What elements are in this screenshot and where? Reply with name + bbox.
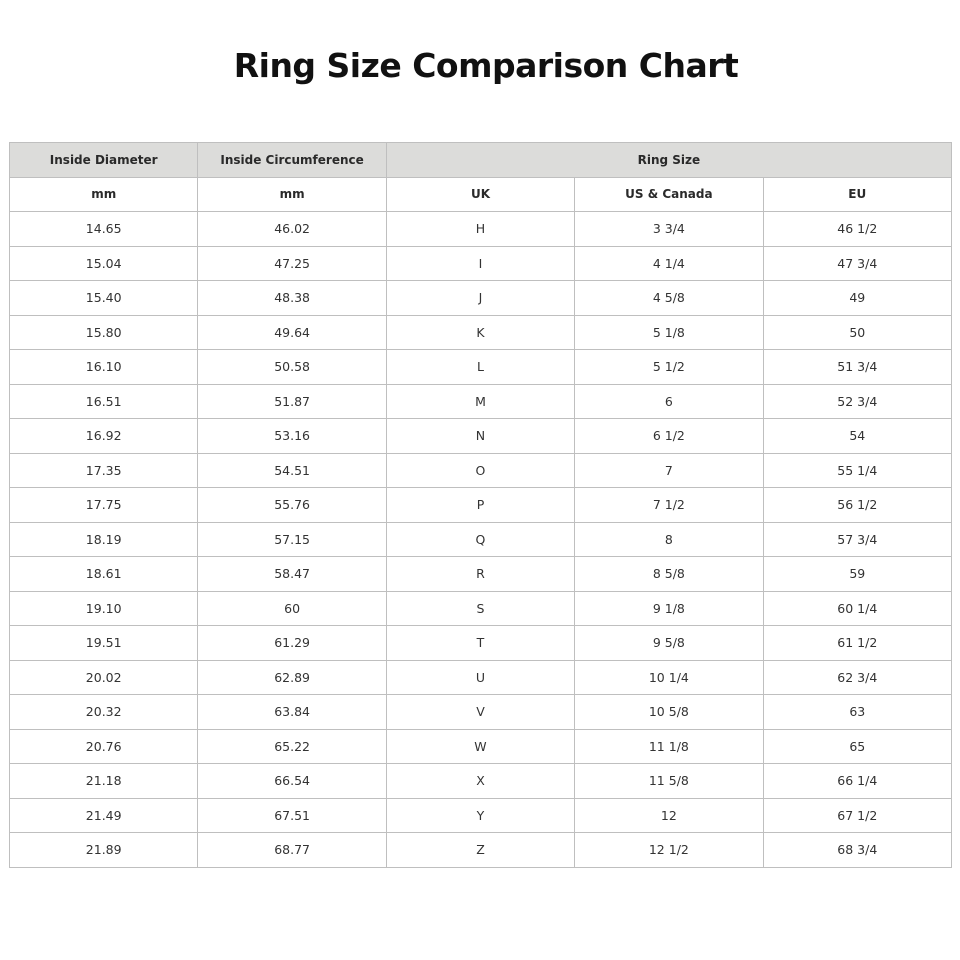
- cell-diameter: 21.18: [10, 764, 198, 799]
- cell-uk: H: [386, 212, 574, 247]
- cell-uk: U: [386, 660, 574, 695]
- cell-circumference: 62.89: [198, 660, 386, 695]
- cell-diameter: 18.19: [10, 522, 198, 557]
- cell-eu: 65: [763, 729, 951, 764]
- cell-circumference: 65.22: [198, 729, 386, 764]
- cell-eu: 47 3/4: [763, 246, 951, 281]
- cell-diameter: 16.10: [10, 350, 198, 385]
- cell-us-canada: 6: [575, 384, 763, 419]
- cell-eu: 49: [763, 281, 951, 316]
- table-row: [10, 212, 952, 247]
- cell-us-canada: 4 5/8: [575, 281, 763, 316]
- cell-circumference: 57.15: [198, 522, 386, 557]
- cell-uk: K: [386, 315, 574, 350]
- header-ring-size: Ring Size: [386, 143, 951, 178]
- cell-us-canada: 10 5/8: [575, 695, 763, 730]
- cell-eu: 61 1/2: [763, 626, 951, 661]
- cell-circumference: 50.58: [198, 350, 386, 385]
- cell-diameter: 20.02: [10, 660, 198, 695]
- table-row: [10, 833, 952, 868]
- cell-us-canada: 9 1/8: [575, 591, 763, 626]
- cell-diameter: 21.89: [10, 833, 198, 868]
- cell-diameter: 18.61: [10, 557, 198, 592]
- unit-us-canada: US & Canada: [575, 177, 763, 212]
- cell-us-canada: 7 1/2: [575, 488, 763, 523]
- cell-uk: L: [386, 350, 574, 385]
- table-row: [10, 350, 952, 385]
- cell-diameter: 17.35: [10, 453, 198, 488]
- cell-uk: Z: [386, 833, 574, 868]
- table-row: [10, 246, 952, 281]
- cell-us-canada: 12 1/2: [575, 833, 763, 868]
- cell-us-canada: 11 5/8: [575, 764, 763, 799]
- table-row: [10, 798, 952, 833]
- table-row: [10, 488, 952, 523]
- cell-uk: I: [386, 246, 574, 281]
- cell-uk: J: [386, 281, 574, 316]
- cell-eu: 52 3/4: [763, 384, 951, 419]
- cell-eu: 46 1/2: [763, 212, 951, 247]
- cell-diameter: 15.80: [10, 315, 198, 350]
- cell-diameter: 16.51: [10, 384, 198, 419]
- cell-us-canada: 8 5/8: [575, 557, 763, 592]
- cell-uk: Q: [386, 522, 574, 557]
- cell-us-canada: 9 5/8: [575, 626, 763, 661]
- cell-uk: Y: [386, 798, 574, 833]
- cell-circumference: 51.87: [198, 384, 386, 419]
- cell-eu: 56 1/2: [763, 488, 951, 523]
- cell-circumference: 66.54: [198, 764, 386, 799]
- cell-diameter: 21.49: [10, 798, 198, 833]
- cell-uk: T: [386, 626, 574, 661]
- cell-eu: 67 1/2: [763, 798, 951, 833]
- table-row: [10, 557, 952, 592]
- cell-diameter: 14.65: [10, 212, 198, 247]
- cell-diameter: 20.32: [10, 695, 198, 730]
- cell-eu: 50: [763, 315, 951, 350]
- cell-circumference: 46.02: [198, 212, 386, 247]
- table-row: [10, 764, 952, 799]
- cell-uk: M: [386, 384, 574, 419]
- table-row: [10, 315, 952, 350]
- cell-diameter: 15.04: [10, 246, 198, 281]
- cell-diameter: 20.76: [10, 729, 198, 764]
- cell-us-canada: 5 1/2: [575, 350, 763, 385]
- cell-uk: O: [386, 453, 574, 488]
- cell-circumference: 53.16: [198, 419, 386, 454]
- cell-eu: 66 1/4: [763, 764, 951, 799]
- cell-eu: 57 3/4: [763, 522, 951, 557]
- cell-uk: W: [386, 729, 574, 764]
- cell-us-canada: 11 1/8: [575, 729, 763, 764]
- cell-circumference: 61.29: [198, 626, 386, 661]
- cell-eu: 55 1/4: [763, 453, 951, 488]
- cell-eu: 59: [763, 557, 951, 592]
- table-row: [10, 729, 952, 764]
- cell-circumference: 67.51: [198, 798, 386, 833]
- header-inside-circumference: Inside Circumference: [198, 143, 386, 178]
- table-row: [10, 695, 952, 730]
- header-unit-row: [10, 177, 952, 212]
- ring-size-table: [9, 142, 952, 868]
- cell-us-canada: 5 1/8: [575, 315, 763, 350]
- table-row: [10, 453, 952, 488]
- table-body: [10, 212, 952, 868]
- cell-diameter: 19.51: [10, 626, 198, 661]
- cell-circumference: 47.25: [198, 246, 386, 281]
- table-row: [10, 419, 952, 454]
- cell-uk: R: [386, 557, 574, 592]
- cell-eu: 54: [763, 419, 951, 454]
- cell-uk: X: [386, 764, 574, 799]
- cell-diameter: 17.75: [10, 488, 198, 523]
- cell-uk: S: [386, 591, 574, 626]
- cell-circumference: 58.47: [198, 557, 386, 592]
- unit-eu: EU: [763, 177, 951, 212]
- cell-uk: V: [386, 695, 574, 730]
- unit-uk: UK: [386, 177, 574, 212]
- cell-circumference: 48.38: [198, 281, 386, 316]
- unit-circumference-mm: mm: [198, 177, 386, 212]
- cell-us-canada: 7: [575, 453, 763, 488]
- cell-us-canada: 8: [575, 522, 763, 557]
- cell-us-canada: 6 1/2: [575, 419, 763, 454]
- table-row: [10, 660, 952, 695]
- cell-circumference: 55.76: [198, 488, 386, 523]
- cell-circumference: 49.64: [198, 315, 386, 350]
- cell-diameter: 16.92: [10, 419, 198, 454]
- cell-eu: 60 1/4: [763, 591, 951, 626]
- table-row: [10, 281, 952, 316]
- cell-us-canada: 12: [575, 798, 763, 833]
- table-row: [10, 384, 952, 419]
- cell-uk: N: [386, 419, 574, 454]
- cell-diameter: 15.40: [10, 281, 198, 316]
- cell-circumference: 54.51: [198, 453, 386, 488]
- cell-us-canada: 3 3/4: [575, 212, 763, 247]
- cell-us-canada: 10 1/4: [575, 660, 763, 695]
- cell-eu: 68 3/4: [763, 833, 951, 868]
- unit-diameter-mm: mm: [10, 177, 198, 212]
- cell-circumference: 60: [198, 591, 386, 626]
- page-title: Ring Size Comparison Chart: [233, 46, 739, 85]
- cell-eu: 51 3/4: [763, 350, 951, 385]
- cell-circumference: 63.84: [198, 695, 386, 730]
- header-inside-diameter: Inside Diameter: [10, 143, 198, 178]
- table-row: [10, 522, 952, 557]
- table-row: [10, 591, 952, 626]
- cell-diameter: 19.10: [10, 591, 198, 626]
- cell-eu: 63: [763, 695, 951, 730]
- cell-circumference: 68.77: [198, 833, 386, 868]
- table-row: [10, 626, 952, 661]
- cell-eu: 62 3/4: [763, 660, 951, 695]
- header-group-row: [10, 143, 952, 178]
- cell-uk: P: [386, 488, 574, 523]
- cell-us-canada: 4 1/4: [575, 246, 763, 281]
